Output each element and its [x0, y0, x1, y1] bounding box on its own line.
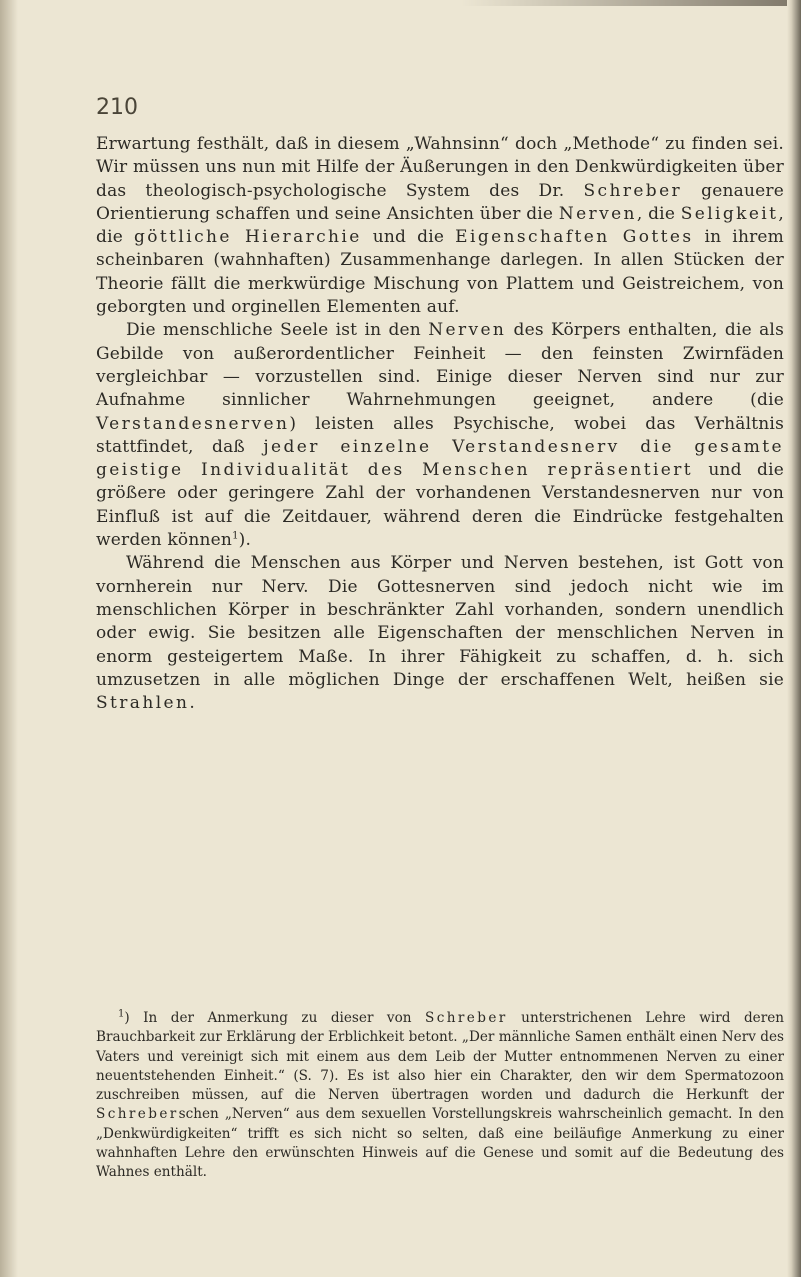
text-run: , die [636, 203, 681, 224]
footnotes [96, 1009, 784, 1183]
text-run: und die größere oder geringere Zahl der vorhandenen Verstandesnerven nur von Einfluß ist auf die Zeitdauer, während deren die Eindrücke festgehalten werden können [96, 460, 784, 551]
text-run: , die [96, 203, 784, 248]
text-run: Die menschliche Seele ist in den [126, 320, 429, 341]
text-run: genauere Orientierung schaffen und seine Ansichten über die [96, 180, 784, 224]
text-run: Während die Menschen aus Körper und Nerven bestehen, ist Gott von vornherein nur Nerv. Die Gottesnerven sind jedoch nicht wie im menschlichen Körper in beschränkter Zahl vorhanden, sondern unendlich oder ewig. Sie besitzen alle Eigenschaften der menschlichen Nerven in enorm gesteigertem Maße. In ihrer Fähigkeit zu schaffen, d. h. sich umzusetzen in alle möglichen Dinge der erschaffenen Welt, heißen sie [96, 553, 784, 690]
main-text [96, 133, 784, 715]
spaced-emphasis: Nerven [428, 320, 507, 341]
text-run: schen „Nerven“ aus dem sexuellen Vorstellungskreis wahrscheinlich gemacht. In den „Denkwürdigkeiten“ trifft es sich nicht so selten, daß eine beiläufige Anmerkung zu einer wahnhaften Lehre den erwünschten Hinweis auf die Genese und somit auf die Bedeutung des Wahnes enthält. [96, 1106, 784, 1181]
spaced-emphasis: Schreber [96, 1106, 179, 1123]
spaced-emphasis: jeder einzelne Verstandesnerv die gesamte geistige Individualität des Menschen repräsentiert [96, 436, 784, 481]
spaced-emphasis: Verstandesnerven [96, 413, 290, 434]
page-edge-shadow [461, 0, 801, 6]
spaced-emphasis: Eigenschaften Gottes [455, 227, 694, 248]
spaced-emphasis: göttliche Hierarchie [134, 227, 362, 248]
text-run: Erwartung festhält, daß in diesem „Wahnsinn“ doch „Methode“ zu finden sei. Wir müssen uns nun mit Hilfe der Äußerungen in den Denkwürdigkeiten über das theologisch-psychologische System des Dr. [96, 134, 784, 201]
text-run: ). [238, 530, 252, 551]
text-run: unterstrichenen Lehre wird deren Brauchbarkeit zur Erklärung der Erblichkeit betont. „Der männliche Samen enthält einen Nerv des Vaters und vereinigt sich mit einem aus dem Leib der Mutter entnommenen Nerven zu einer neuentstehenden Einheit.“ (S. 7). Es ist also hier ein Charakter, den wir dem Spermatozoon zuschreiben müssen, auf die Nerven übertragen worden und dadurch die Herkunft der [96, 1010, 784, 1104]
text-run: des Körpers enthalten, die als Gebilde von außerordentlicher Feinheit — den feinsten Zwirnfäden vergleichbar — vorzustellen sind. Einige dieser Nerven sind nur zur Aufnahme sinnlicher Wahrnehmungen geeignet, andere (die [96, 320, 784, 411]
spaced-emphasis: Schreber [425, 1010, 508, 1026]
spaced-emphasis: Schreber [583, 180, 683, 201]
footnote-1 [96, 1009, 784, 1183]
text-run: ) leisten alles Psychische, wobei das Verhältnis stattfindet, daß [96, 413, 784, 457]
text-run: und die [361, 227, 456, 248]
footnote-marker: 1 [118, 1008, 125, 1020]
paragraph-3 [96, 552, 784, 715]
spaced-emphasis: Nerven [558, 203, 637, 224]
page-number: 210 [96, 95, 138, 120]
paragraph-2 [96, 319, 784, 552]
spaced-emphasis: Strahlen [96, 693, 190, 714]
footnote-marker: 1 [232, 530, 239, 542]
spaced-emphasis: Seligkeit [680, 203, 779, 224]
text-run: ) In der Anmerkung zu dieser von [124, 1010, 426, 1026]
paragraph-1 [96, 133, 784, 319]
text-run: . [189, 693, 195, 714]
text-run: in ihrem scheinbaren (wahnhaften) Zusammenhange darlegen. In allen Stücken der Theorie fällt die merkwürdige Mischung von Plattem und Geistreichem, von geborgten und orginellen Elementen auf. [96, 227, 785, 318]
